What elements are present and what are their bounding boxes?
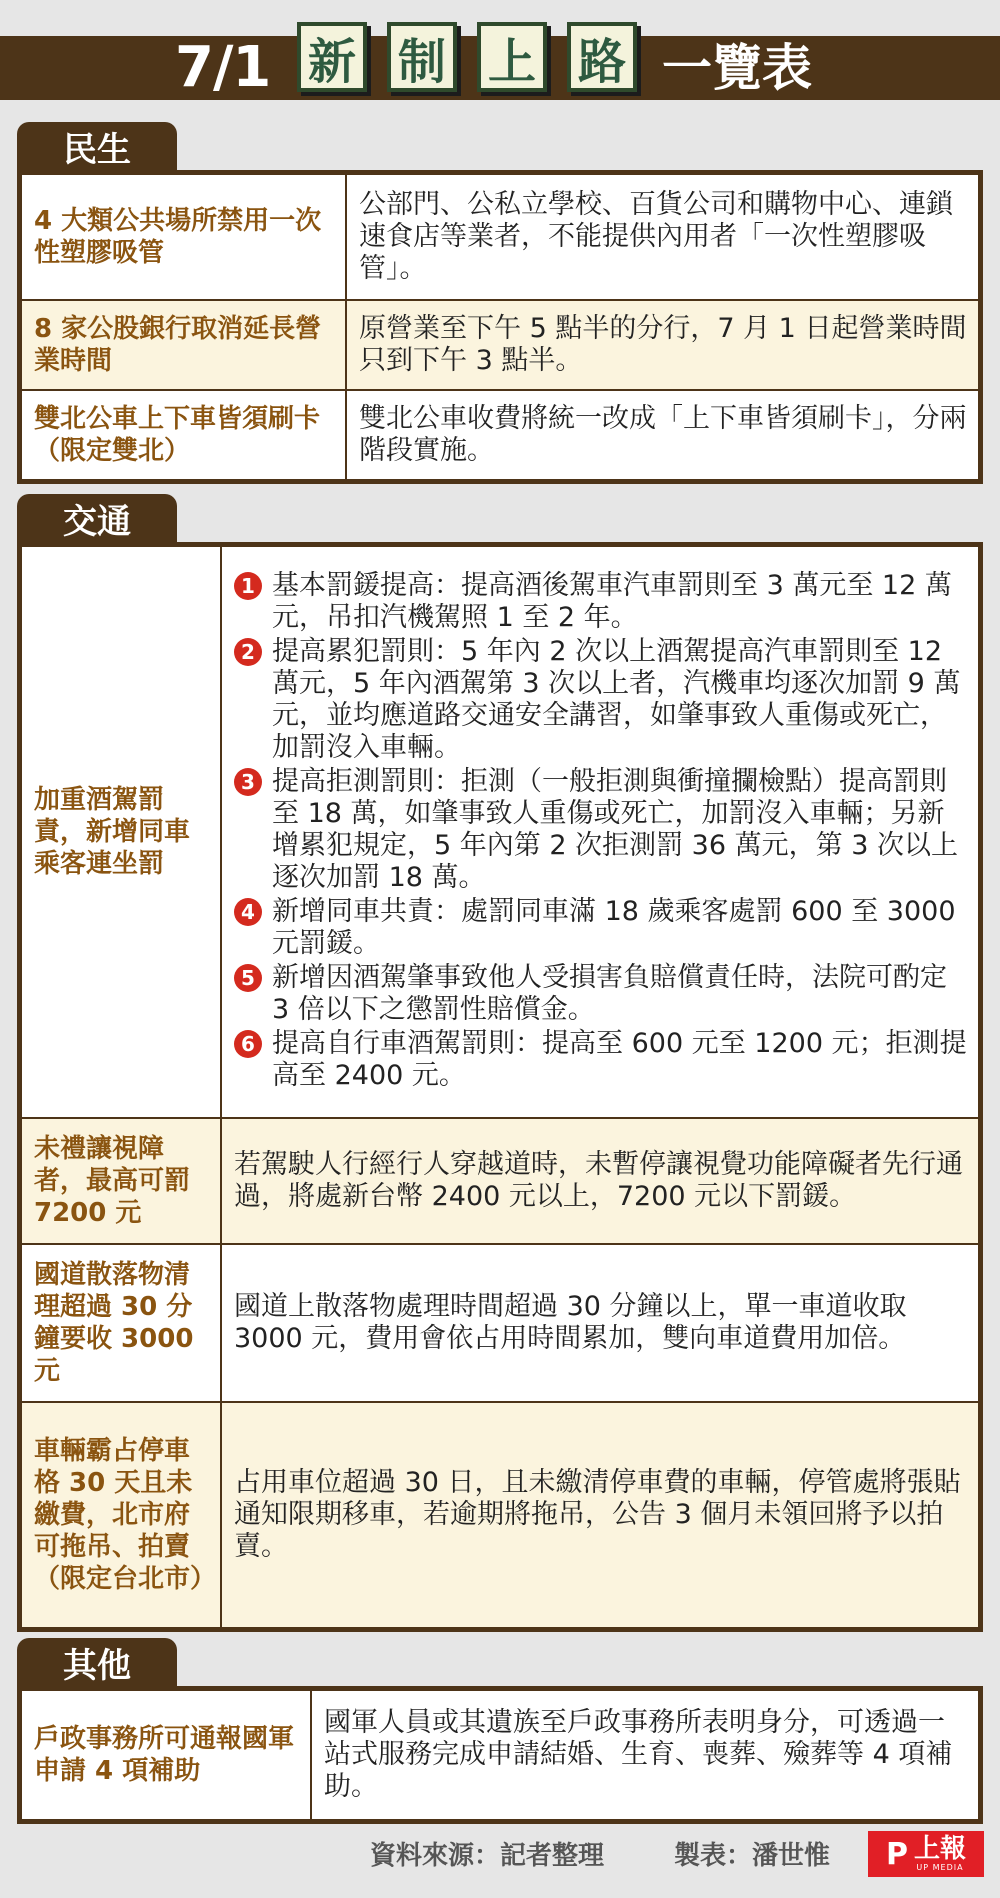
table-row xyxy=(22,1401,978,1627)
row-title: 車輛霸占停車格 30 天且未繳費，北市府可拖吊、拍賣（限定台北市） xyxy=(22,1403,222,1627)
table-row xyxy=(22,1691,978,1819)
row-title: 雙北公車上下車皆須刷卡（限定雙北） xyxy=(22,391,347,479)
row-title: 國道散落物清理超過 30 分鐘要收 3000 元 xyxy=(22,1245,222,1401)
number-badge-icon: 5 xyxy=(234,964,262,992)
table-row xyxy=(22,175,978,299)
penalty-list xyxy=(234,570,968,1094)
header-char-box: 新 xyxy=(297,22,367,92)
header-tail: 一覽表 xyxy=(662,39,812,97)
list-item: 6 提高自行車酒駕罰則：提高至 600 元至 1200 元；拒測提高至 2400 元。 xyxy=(234,1028,968,1092)
row-body: 若駕駛人行經行人穿越道時，未暫停讓視覺功能障礙者先行通過，將處新台幣 2400 元以上，7200 元以下罰鍰。 xyxy=(234,1149,963,1212)
other-table xyxy=(17,1686,983,1824)
row-title: 加重酒駕罰責，新增同車乘客連坐罰 xyxy=(22,547,222,1117)
logo-subtext: UP MEDIA xyxy=(916,1863,964,1872)
header-char-box: 路 xyxy=(567,22,637,92)
header-date: 7/1 xyxy=(175,35,271,100)
logo-mark-icon: P xyxy=(885,1836,908,1872)
source-credit: 資料來源：記者整理 xyxy=(370,1841,605,1871)
row-body: 國軍人員或其遺族至戶政事務所表明身分，可透過一站式服務完成申請結婚、生育、喪葬、殮葬等 4 項補助。 xyxy=(324,1707,953,1802)
number-badge-icon: 2 xyxy=(234,638,262,666)
row-body: 國道上散落物處理時間超過 30 分鐘以上，單一車道收取 3000 元，費用會依占用時間累加，雙向車道費用加倍。 xyxy=(234,1291,907,1354)
list-item: 1 基本罰鍰提高：提高酒後駕車汽車罰則至 3 萬元至 12 萬元，吊扣汽機駕照 1 至 2 年。 xyxy=(234,570,968,634)
list-item: 5 新增因酒駕肇事致他人受損害負賠償責任時，法院可酌定 3 倍以下之懲罰性賠償金。 xyxy=(234,962,968,1026)
row-title: 未禮讓視障者，最高可罰 7200 元 xyxy=(22,1119,222,1243)
logo-text: 上報 xyxy=(913,1834,966,1864)
traffic-table xyxy=(17,542,983,1632)
section-tab-other: 其他 xyxy=(17,1638,177,1686)
row-title: 4 大類公共場所禁用一次性塑膠吸管 xyxy=(22,175,347,299)
row-body: 占用車位超過 30 日，且未繳清停車費的車輛，停管處將張貼通知限期移車，若逾期將拖吊，公告 3 個月未領回將予以拍賣。 xyxy=(234,1467,961,1562)
header-char-box: 制 xyxy=(387,22,457,92)
row-body: 雙北公車收費將統一改成「上下車皆須刷卡」，分兩階段實施。 xyxy=(359,403,967,466)
list-item: 4 新增同車共責：處罰同車滿 18 歲乘客處罰 600 至 3000 元罰鍰。 xyxy=(234,896,968,960)
number-badge-icon: 6 xyxy=(234,1030,262,1058)
header-char-box: 上 xyxy=(477,22,547,92)
section-tab-traffic: 交通 xyxy=(17,494,177,542)
maker-credit: 製表：潘世惟 xyxy=(674,1841,831,1871)
livelihood-table xyxy=(17,170,983,484)
table-row xyxy=(22,547,978,1117)
number-badge-icon: 1 xyxy=(234,572,262,600)
table-row xyxy=(22,1117,978,1243)
row-title: 8 家公股銀行取消延長營業時間 xyxy=(22,301,347,389)
row-body: 原營業至下午 5 點半的分行，7 月 1 日起營業時間只到下午 3 點半。 xyxy=(359,313,967,376)
row-body: 公部門、公私立學校、百貨公司和購物中心、連鎖速食店等業者，不能提供內用者「一次性塑膠吸管」。 xyxy=(359,189,953,284)
list-item: 2 提高累犯罰則：5 年內 2 次以上酒駕提高汽車罰則至 12 萬元，5 年內酒駕第 3 次以上者，汽機車均逐次加罰 9 萬元，並均應道路交通安全講習，如肇事致人重傷或死亡，加罰沒入車輛。 xyxy=(234,636,968,764)
table-row xyxy=(22,1243,978,1401)
row-title: 戶政事務所可通報國軍申請 4 項補助 xyxy=(22,1691,312,1819)
number-badge-icon: 3 xyxy=(234,768,262,796)
row-body xyxy=(222,547,978,1117)
number-badge-icon: 4 xyxy=(234,898,262,926)
table-row xyxy=(22,389,978,479)
upmedia-logo xyxy=(868,1831,984,1877)
table-row xyxy=(22,299,978,389)
list-item: 3 提高拒測罰則：拒測（一般拒測與衝撞攔檢點）提高罰則至 18 萬，如肇事致人重傷或死亡，加罰沒入車輛；另新增累犯規定，5 年內第 2 次拒測罰 36 萬元，第 3 次以上逐次加罰 18 萬。 xyxy=(234,766,968,894)
section-tab-livelihood: 民生 xyxy=(17,122,177,170)
